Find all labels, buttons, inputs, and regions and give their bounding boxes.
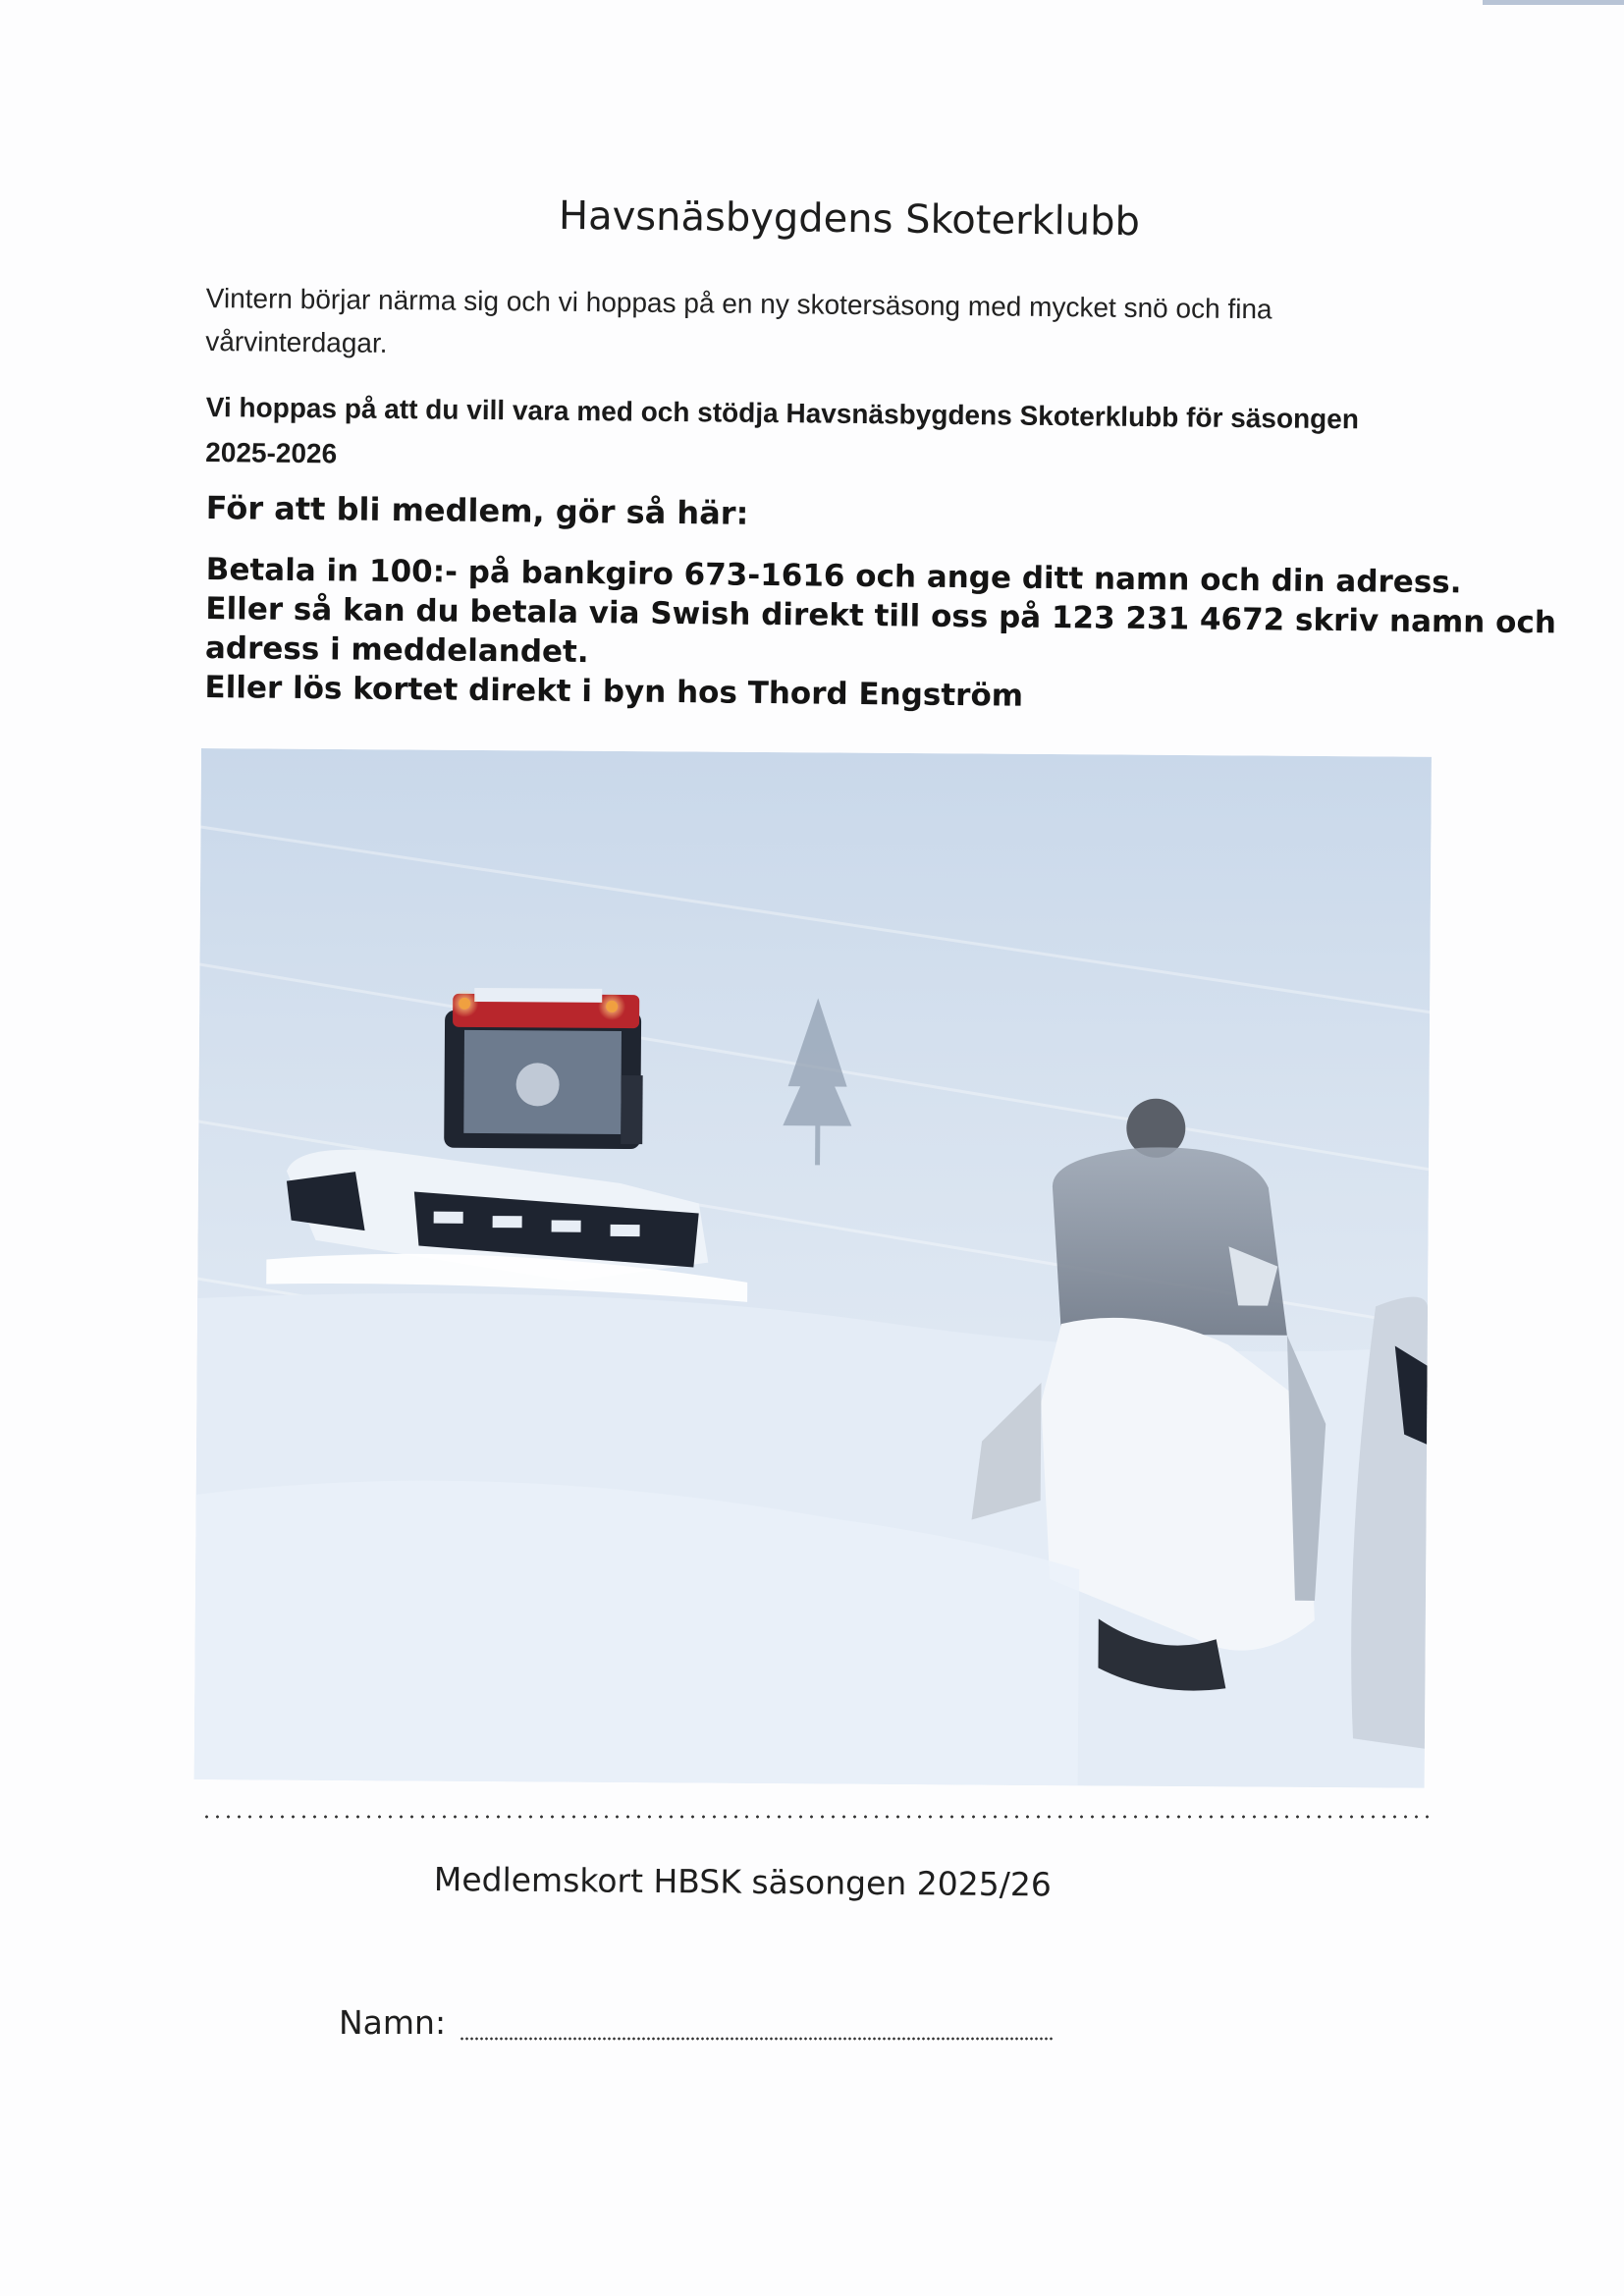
intro-paragraph: [205, 277, 1384, 376]
snow-groomer-photo: [194, 748, 1432, 1788]
cut-line-separator: [201, 1815, 1429, 1819]
instruction-swish-cont: adress i meddelandet.: [204, 629, 589, 671]
instruction-in-person: Eller lös kortet direkt i byn hos Thord Engström: [204, 669, 1024, 714]
support-line-1: Vi hoppas på att du vill vara med och stödja Havsnäsbygdens Skoterklubb för säsongen: [205, 391, 1360, 435]
instruction-bankgiro: Betala in 100:- på bankgiro 673-1616 och ange ditt namn och din adress.: [205, 551, 1462, 601]
payment-instructions: [204, 550, 1557, 720]
club-title: Havsnäsbygdens Skoterklubb: [558, 192, 1141, 246]
membership-heading: För att bli medlem, gör så här:: [205, 489, 749, 532]
name-fill-in-line[interactable]: [460, 2037, 1054, 2041]
name-label: Namn:: [339, 2003, 447, 2042]
support-line-2: 2025-2026: [205, 436, 338, 469]
instruction-swish: Eller så kan du betala via Swish direkt till oss på 123 231 4672 skriv namn och: [205, 590, 1557, 641]
intro-line-2: vårvinterdagar.: [205, 325, 388, 358]
membership-card-title: Medlemskort HBSK säsongen 2025/26: [433, 1860, 1053, 1904]
support-paragraph: [205, 385, 1414, 488]
scan-edge-mark: [1483, 0, 1624, 5]
name-field-row: [339, 2003, 1124, 2052]
intro-line-1: Vintern börjar närma sig och vi hoppas på en ny skotersäsong med mycket snö och fina: [205, 282, 1272, 325]
